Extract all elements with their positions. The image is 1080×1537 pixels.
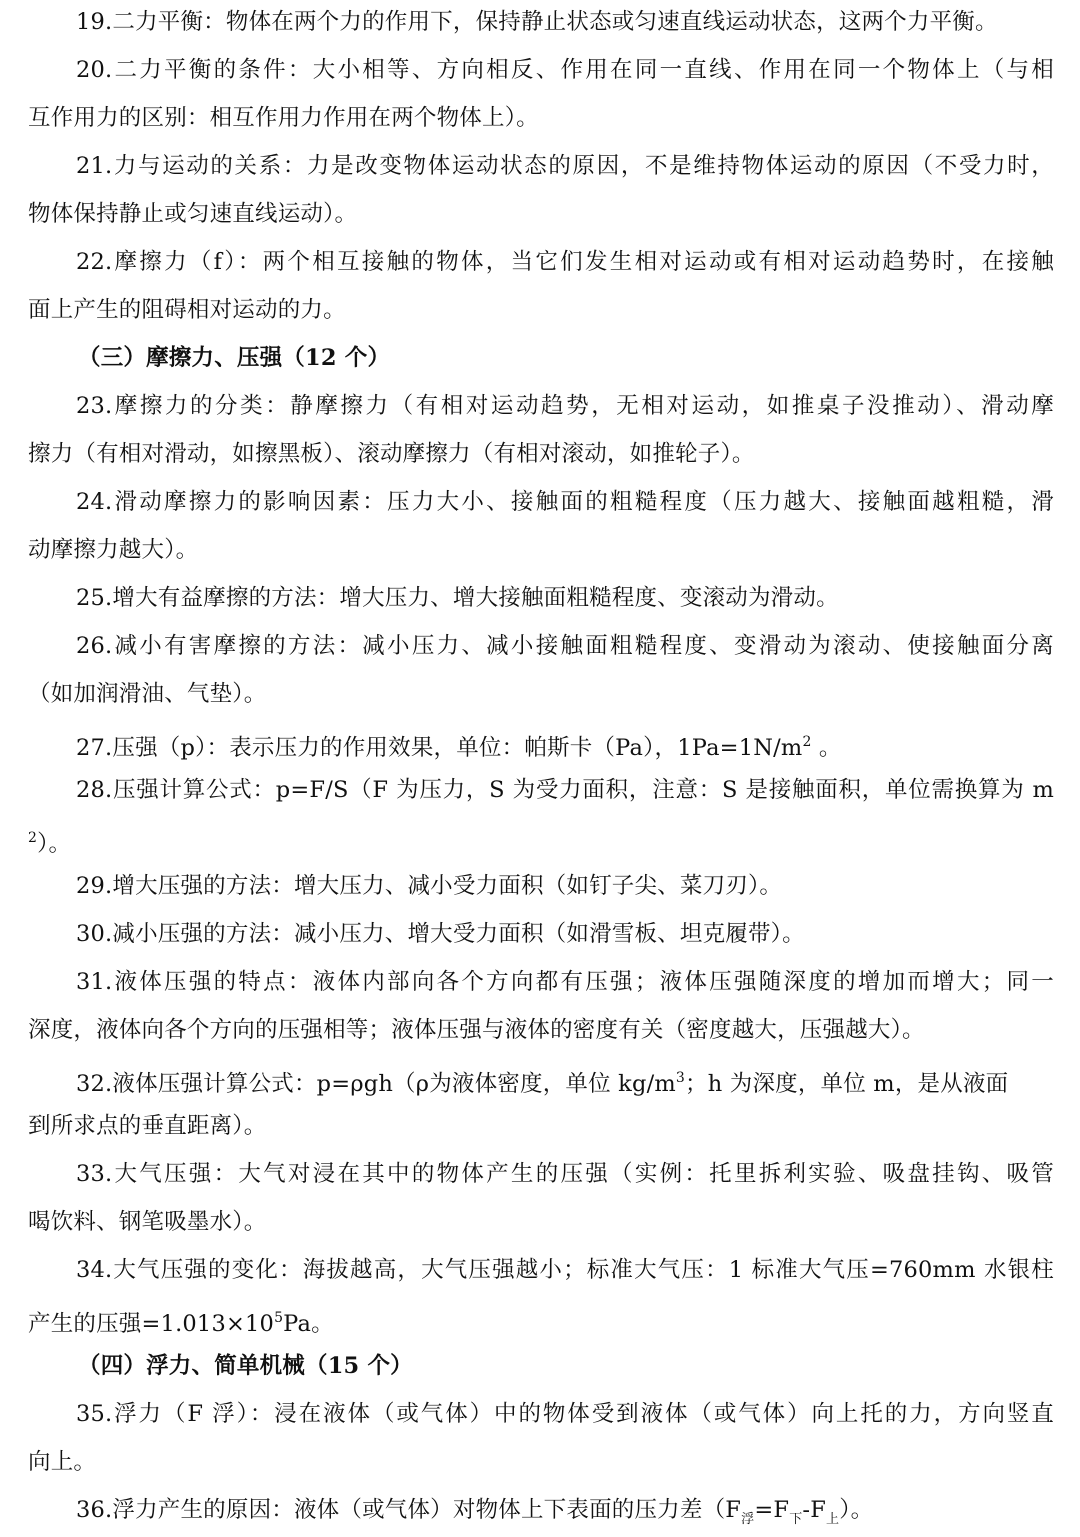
item-20-line1: 20.二力平衡的条件：大小相等、方向相反、作用在同一直线、作用在同一个物体上（与相: [76, 57, 1054, 83]
item-36-eq: =F: [754, 1497, 790, 1523]
item-36: [76, 1495, 1054, 1535]
item-34-text: 产生的压强=1.013×10: [28, 1311, 275, 1337]
item-19: 19.二力平衡：物体在两个力的作用下，保持静止状态或匀速直线运动状态，这两个力平衡。: [76, 9, 998, 35]
item-31-line1: 31.液体压强的特点：液体内部向各个方向都有压强；液体压强随深度的增加而增大；同一: [76, 969, 1054, 995]
item-34-line1: 34.大气压强的变化：海拔越高，大气压强越小；标准大气压：1 标准大气压=760mm 水银柱: [76, 1257, 1054, 1283]
section-heading-4: （四）浮力、简单机械（15 个）: [78, 1353, 413, 1379]
item-28-superscript: 2: [28, 830, 38, 846]
item-24-line2: 动摩擦力越大）。: [28, 537, 199, 563]
item-33-line1: 33.大气压强：大气对浸在其中的物体产生的压强（实例：托里拆利实验、吸盘挂钩、吸管: [76, 1161, 1054, 1187]
item-36-end: ）。: [839, 1497, 874, 1523]
item-21-line1: 21.力与运动的关系：力是改变物体运动状态的原因，不是维持物体运动的原因（不受力时，: [76, 153, 1054, 179]
item-28-end: ）。: [37, 831, 72, 857]
item-22-line2: 面上产生的阻碍相对运动的力。: [28, 297, 346, 323]
item-20-line2: 互作用力的区别：相互作用力作用在两个物体上）。: [28, 105, 539, 131]
item-21-line2: 物体保持静止或匀速直线运动）。: [28, 201, 358, 227]
item-35-line1: 35.浮力（F 浮）：浸在液体（或气体）中的物体受到液体（或气体）向上托的力，方向竖直: [76, 1401, 1054, 1427]
item-32-text-b: ；h 为深度，单位 m，是从液面: [685, 1071, 1009, 1097]
item-27-end: 。: [811, 735, 842, 761]
item-28-line2: [28, 823, 1054, 859]
item-36-minus: -F: [802, 1497, 827, 1523]
item-36-sub-down: 下: [789, 1512, 803, 1527]
item-26-line2: （如加润滑油、气垫）。: [28, 681, 267, 707]
item-23-line2: 擦力（有相对滑动，如擦黑板）、滚动摩擦力（有相对滚动，如推轮子）。: [28, 441, 755, 467]
item-28-line1: 28.压强计算公式：p=F/S（F 为压力，S 为受力面积，注意：S 是接触面积，单位需换算为 m: [76, 777, 1054, 803]
item-34-superscript: 5: [274, 1310, 284, 1326]
item-27-superscript: 2: [802, 734, 812, 750]
item-34-end: Pa。: [283, 1311, 334, 1337]
item-34-line2: [28, 1303, 1054, 1339]
section-heading-3: （三）摩擦力、压强（12 个）: [78, 345, 391, 371]
item-23-line1: 23.摩擦力的分类：静摩擦力（有相对运动趋势，无相对运动，如推桌子没推动）、滑动摩: [76, 393, 1054, 419]
item-26-line1: 26.减小有害摩擦的方法：减小压力、减小接触面粗糙程度、变滑动为滚动、使接触面分离: [76, 633, 1054, 659]
item-32-line2: 到所求点的垂直距离）。: [28, 1113, 267, 1139]
item-29: 29.增大压强的方法：增大压力、减小受力面积（如钉子尖、菜刀刃）。: [76, 873, 783, 899]
item-33-line2: 喝饮料、钢笔吸墨水）。: [28, 1209, 267, 1235]
item-32-superscript: 3: [675, 1070, 686, 1086]
item-36-sub-float: 浮: [741, 1512, 755, 1527]
item-24-line1: 24.滑动摩擦力的影响因素：压力大小、接触面的粗糙程度（压力越大、接触面越粗糙，滑: [76, 489, 1054, 515]
item-27-text: 27.压强（p）：表示压力的作用效果，单位：帕斯卡（Pa），1Pa=1N/m: [76, 735, 803, 761]
item-36-text: 36.浮力产生的原因：液体（或气体）对物体上下表面的压力差（F: [76, 1497, 742, 1523]
item-36-sub-up: 上: [826, 1512, 840, 1527]
item-35-line2: 向上。: [28, 1449, 97, 1475]
item-25: 25.增大有益摩擦的方法：增大压力、增大接触面粗糙程度、变滚动为滑动。: [76, 585, 839, 611]
item-32-line1: [76, 1063, 1054, 1099]
item-22-line1: 22.摩擦力（f）：两个相互接触的物体，当它们发生相对运动或有相对运动趋势时，在接触: [76, 249, 1054, 275]
item-30: 30.减小压强的方法：减小压力、增大受力面积（如滑雪板、坦克履带）。: [76, 921, 805, 947]
item-27: [76, 727, 1054, 763]
item-32-text-a: 32.液体压强计算公式：p=ρgh（ρ为液体密度，单位 kg/m: [76, 1071, 676, 1097]
item-31-line2: 深度，液体向各个方向的压强相等；液体压强与液体的密度有关（密度越大，压强越大）。: [28, 1017, 925, 1043]
